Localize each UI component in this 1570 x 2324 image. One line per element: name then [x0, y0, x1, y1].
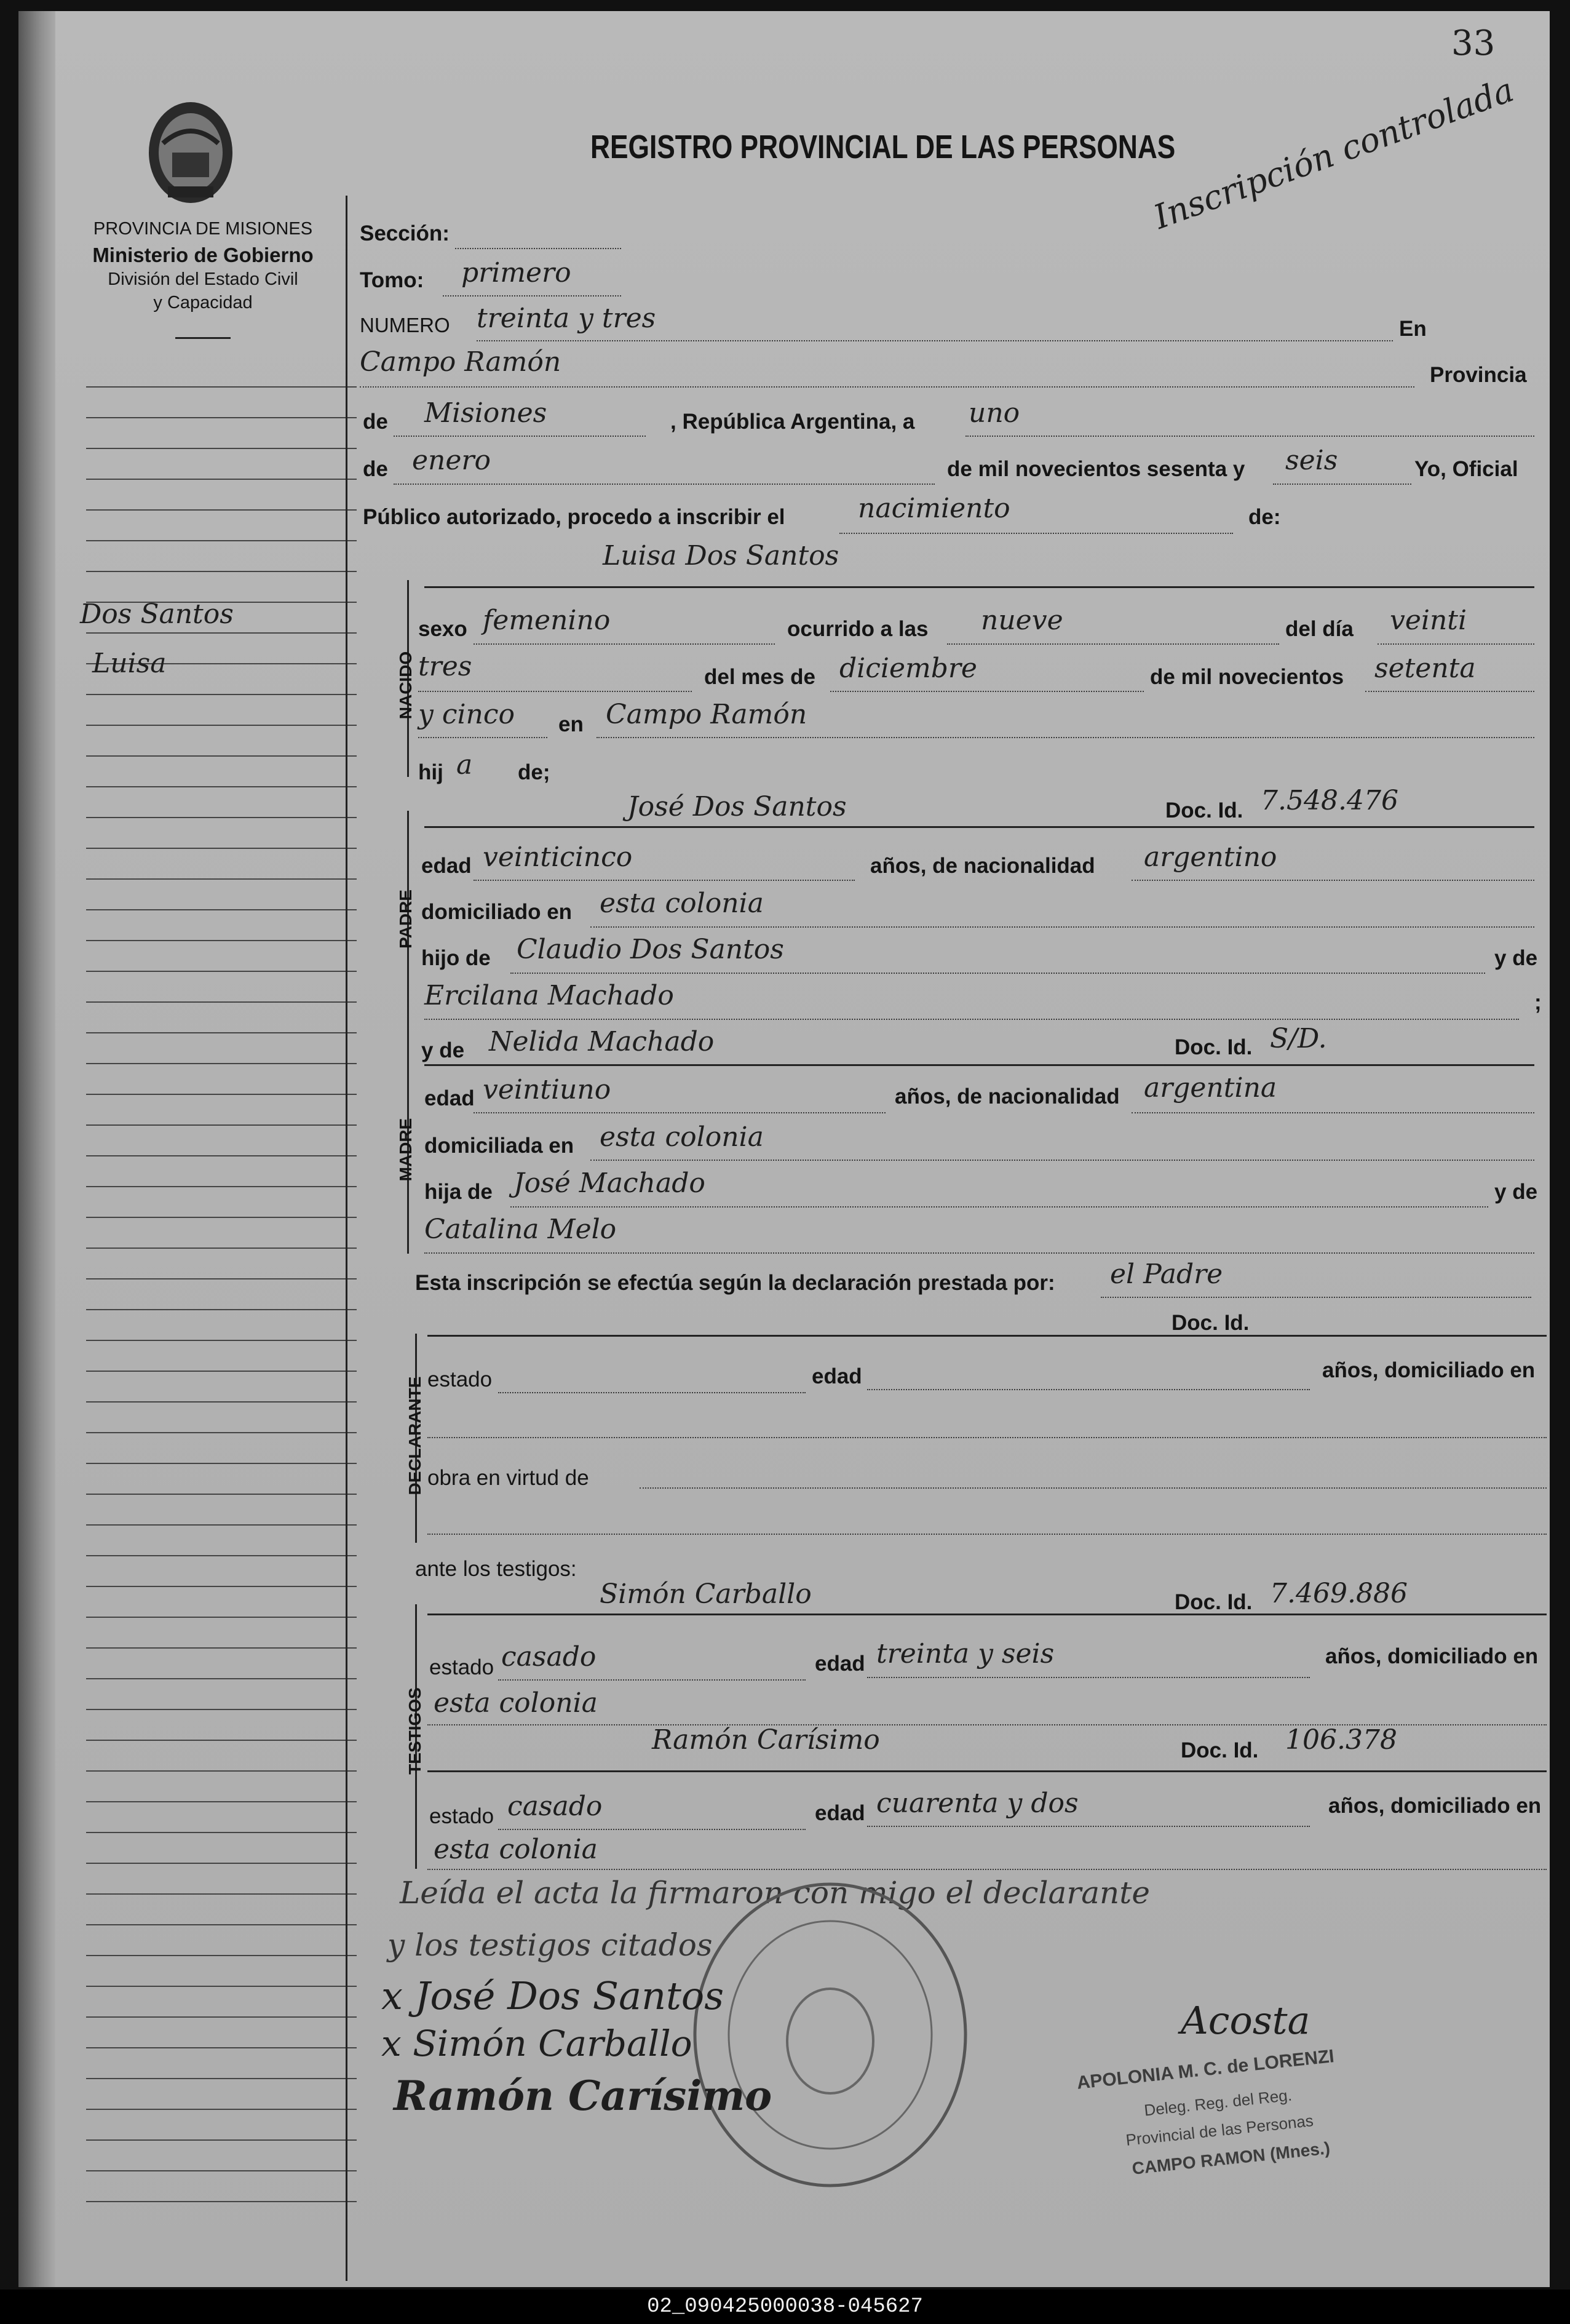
witness2-age-line: [867, 1826, 1310, 1827]
witness2-status-value: casado: [507, 1791, 603, 1822]
father-age-label: edad: [421, 854, 472, 878]
book-spine: [18, 11, 55, 2287]
witness1-status-value: casado: [501, 1641, 597, 1673]
witness1-age-line: [867, 1677, 1310, 1678]
province-label: PROVINCIA DE MISIONES: [93, 219, 313, 239]
witness1-status-label: estado: [429, 1655, 494, 1679]
mother-daughter-of-label: hija de: [424, 1180, 493, 1204]
mother-and-of-label: y de: [1494, 1180, 1538, 1204]
witness2-name-line: [427, 1770, 1547, 1772]
stamp-name: APOLONIA M. C. de LORENZI: [1076, 2046, 1336, 2093]
thousand-label: de mil novecientos: [1150, 665, 1344, 689]
mother-father-line: [510, 1206, 1488, 1208]
day-line: [965, 436, 1534, 437]
father-doc-label: Doc. Id.: [1165, 798, 1243, 822]
mother-age-value: veintiuno: [483, 1074, 611, 1105]
birth-year-value: setenta: [1374, 653, 1476, 684]
father-father-value: Claudio Dos Santos: [517, 934, 784, 965]
father-age-value: veinticinco: [483, 842, 633, 873]
of-label: de: [363, 410, 388, 434]
witness1-dom-value: esta colonia: [434, 1687, 598, 1719]
of-label-4: de;: [518, 760, 550, 784]
witness2-name: Ramón Carísimo: [652, 1724, 880, 1756]
signature-father: x José Dos Santos: [381, 1973, 724, 2018]
declarante-section-label: DECLARANTE: [405, 1376, 424, 1495]
declarant-years-label: años, domiciliado en: [1322, 1358, 1536, 1382]
witness2-dom-line: [427, 1869, 1547, 1870]
witness2-age-value: cuarenta y dos: [876, 1788, 1079, 1819]
birth-place-value: Campo Ramón: [606, 699, 807, 730]
mother-age-line: [474, 1112, 886, 1113]
by-virtue-line: [640, 1487, 1547, 1489]
place-line: [360, 386, 1414, 388]
father-son-of-label: hijo de: [421, 946, 491, 970]
month-value: enero: [412, 445, 491, 476]
birth-month-value: diciembre: [839, 653, 977, 684]
witness1-doc-label: Doc. Id.: [1175, 1590, 1253, 1614]
month-line: [394, 484, 935, 485]
section-line: [455, 248, 621, 249]
witness2-doc-label: Doc. Id.: [1181, 1738, 1259, 1762]
capacity-label: y Capacidad: [153, 293, 253, 312]
occurred-label: ocurrido a las: [787, 617, 929, 641]
volume-value: primero: [461, 257, 571, 289]
father-dom-line: [590, 926, 1534, 928]
birth-year-line-2: [418, 737, 547, 738]
mother-name: Nelida Machado: [489, 1026, 715, 1057]
declarant-dom-line: [427, 1437, 1547, 1438]
birth-month-line: [830, 691, 1144, 692]
witness1-name: Simón Carballo: [600, 1578, 812, 1610]
signature-witness2: Ramón Carísimo: [394, 2072, 772, 2120]
father-mother-value: Ercilana Machado: [424, 980, 674, 1011]
semicolon-mark: ;: [1534, 990, 1542, 1014]
child-gender-suffix: a: [456, 749, 473, 781]
mother-name-line: [424, 1064, 1534, 1066]
declarant-name-line: [427, 1335, 1547, 1337]
volume-line: [443, 295, 621, 296]
birth-year-line: [1365, 691, 1534, 692]
day-value: uno: [969, 397, 1020, 429]
witness1-name-line: [427, 1614, 1547, 1615]
father-nat-line: [1132, 880, 1534, 881]
mother-doc-value: S/D.: [1270, 1023, 1327, 1054]
official-seal-icon: [683, 1875, 978, 2195]
nacido-section-label: NACIDO: [396, 651, 415, 720]
mother-age-label: edad: [424, 1086, 475, 1110]
father-and-of-label: y de: [1494, 946, 1538, 970]
birth-day-line-2: [418, 691, 692, 692]
stamp-office: Provincial de las Personas: [1125, 2111, 1315, 2149]
division-label: División del Estado Civil: [108, 269, 298, 289]
year-line: [1273, 484, 1411, 485]
witness1-status-line: [498, 1679, 806, 1681]
coat-of-arms-icon: [138, 94, 243, 211]
volume-label: Tomo:: [360, 268, 424, 292]
republic-label: , República Argentina, a: [670, 410, 915, 434]
witness2-years-label: años, domiciliado en: [1328, 1794, 1542, 1818]
declarant-age-label: edad: [812, 1364, 862, 1388]
mother-dom-value: esta colonia: [600, 1121, 764, 1153]
birth-day-value: veinti: [1390, 605, 1467, 636]
padre-section-label: PADRE: [396, 889, 415, 949]
father-mother-line: [424, 1019, 1519, 1020]
month-of-label: del mes de: [704, 665, 815, 689]
birth-place-line: [597, 737, 1534, 738]
act-value: nacimiento: [858, 493, 1010, 524]
of-label-2: de: [363, 457, 388, 481]
mother-nat-value: argentina: [1144, 1072, 1277, 1104]
left-column-border: [346, 196, 347, 2281]
mother-doc-label: Doc. Id.: [1175, 1035, 1253, 1059]
hour-line: [947, 643, 1279, 645]
mother-nat-line: [1132, 1112, 1534, 1113]
province-value: Misiones: [424, 397, 547, 429]
margin-given-name: Luisa: [92, 648, 167, 679]
witness2-status-label: estado: [429, 1804, 494, 1828]
mother-mother-line: [424, 1252, 1534, 1254]
closing-note-line1: Leída el acta la firmaron con migo el declarante: [400, 1875, 1150, 1911]
declarant-value: el Padre: [1110, 1259, 1223, 1290]
controlled-annotation: Inscripción controlada: [1148, 70, 1519, 237]
witness1-years-label: años, domiciliado en: [1325, 1644, 1539, 1668]
father-father-line: [510, 973, 1485, 974]
mother-nat-label: años, de nacionalidad: [895, 1084, 1120, 1108]
testigos-section-label: TESTIGOS: [405, 1687, 424, 1775]
closing-note-line2: y los testigos citados: [387, 1927, 713, 1963]
birth-day-value-2: tres: [418, 651, 472, 682]
register-page: [18, 11, 1550, 2287]
declarant-status-line: [498, 1392, 806, 1393]
father-dom-value: esta colonia: [600, 888, 764, 919]
witness2-doc-value: 106.378: [1285, 1724, 1397, 1756]
number-value: treinta y tres: [477, 303, 656, 334]
signature-witness1: x Simón Carballo: [381, 2023, 692, 2064]
witness1-age-value: treinta y seis: [876, 1638, 1055, 1669]
witness2-age-label: edad: [815, 1801, 865, 1825]
number-line: [477, 340, 1393, 341]
in-label-2: en: [558, 712, 584, 736]
mother-father-value: José Machado: [513, 1168, 705, 1199]
declarant-age-line: [867, 1389, 1310, 1390]
scan-footer: 02_090425000038-045627: [0, 2290, 1570, 2324]
mother-and-label: y de: [421, 1038, 465, 1062]
declarant-status-label: estado: [427, 1367, 493, 1391]
birth-day-line: [1378, 643, 1534, 645]
mother-dom-line: [590, 1160, 1534, 1161]
father-name-line: [424, 826, 1534, 828]
official-label: Yo, Oficial: [1414, 457, 1518, 481]
declarant-doc-label: Doc. Id.: [1172, 1311, 1250, 1335]
province-word: Provincia: [1430, 363, 1527, 387]
of-label-3: de:: [1248, 505, 1281, 529]
sex-line: [474, 643, 775, 645]
birth-year-value-2: y cinco: [418, 699, 515, 730]
margin-surname: Dos Santos: [80, 599, 234, 630]
madre-section-label: MADRE: [396, 1118, 415, 1182]
child-name: Luisa Dos Santos: [603, 540, 839, 571]
section-label: Sección:: [360, 221, 450, 245]
father-dom-label: domiciliado en: [421, 900, 573, 924]
father-nat-label: años, de nacionalidad: [870, 854, 1095, 878]
signature-official: Acosta: [1181, 1998, 1310, 2043]
witness1-age-label: edad: [815, 1652, 865, 1676]
day-of-label: del día: [1285, 617, 1354, 641]
sex-label: sexo: [418, 617, 467, 641]
act-line: [839, 533, 1233, 534]
father-doc-value: 7.548.476: [1261, 785, 1398, 816]
declarant-line: [1101, 1297, 1531, 1298]
by-virtue-line-2: [427, 1534, 1547, 1535]
page-number: 33: [1451, 23, 1496, 63]
public-label: Público autorizado, procedo a inscribir el: [363, 505, 785, 529]
divider: [175, 337, 231, 339]
number-label: NUMERO: [360, 314, 450, 336]
year-value: seis: [1285, 445, 1338, 476]
witness1-doc-value: 7.469.886: [1270, 1578, 1408, 1609]
place-value: Campo Ramón: [360, 346, 561, 378]
witness2-status-line: [498, 1829, 806, 1830]
in-label: En: [1399, 317, 1427, 341]
ministry-label: Ministerio de Gobierno: [92, 244, 314, 266]
hour-value: nueve: [981, 605, 1063, 636]
by-virtue-label: obra en virtud de: [427, 1466, 589, 1490]
register-title: REGISTRO PROVINCIAL DE LAS PERSONAS: [590, 129, 1176, 165]
mother-dom-label: domiciliada en: [424, 1134, 574, 1158]
year-label: de mil novecientos sesenta y: [947, 457, 1245, 481]
father-age-line: [474, 880, 855, 881]
father-nat-value: argentino: [1144, 842, 1277, 873]
witnesses-label: ante los testigos:: [415, 1557, 577, 1581]
declaration-label: Esta inscripción se efectúa según la declaración prestada por:: [415, 1271, 1055, 1295]
stamp-role: Deleg. Reg. del Reg.: [1143, 2085, 1293, 2120]
mother-mother-value: Catalina Melo: [424, 1214, 617, 1245]
father-name: José Dos Santos: [627, 791, 847, 822]
sex-value: femenino: [483, 605, 611, 636]
child-name-line: [424, 586, 1534, 588]
child-of-label: hij: [418, 760, 443, 784]
witness2-dom-value: esta colonia: [434, 1834, 598, 1865]
stamp-location: CAMPO RAMON (Mnes.): [1131, 2138, 1331, 2178]
province-line: [394, 436, 646, 437]
